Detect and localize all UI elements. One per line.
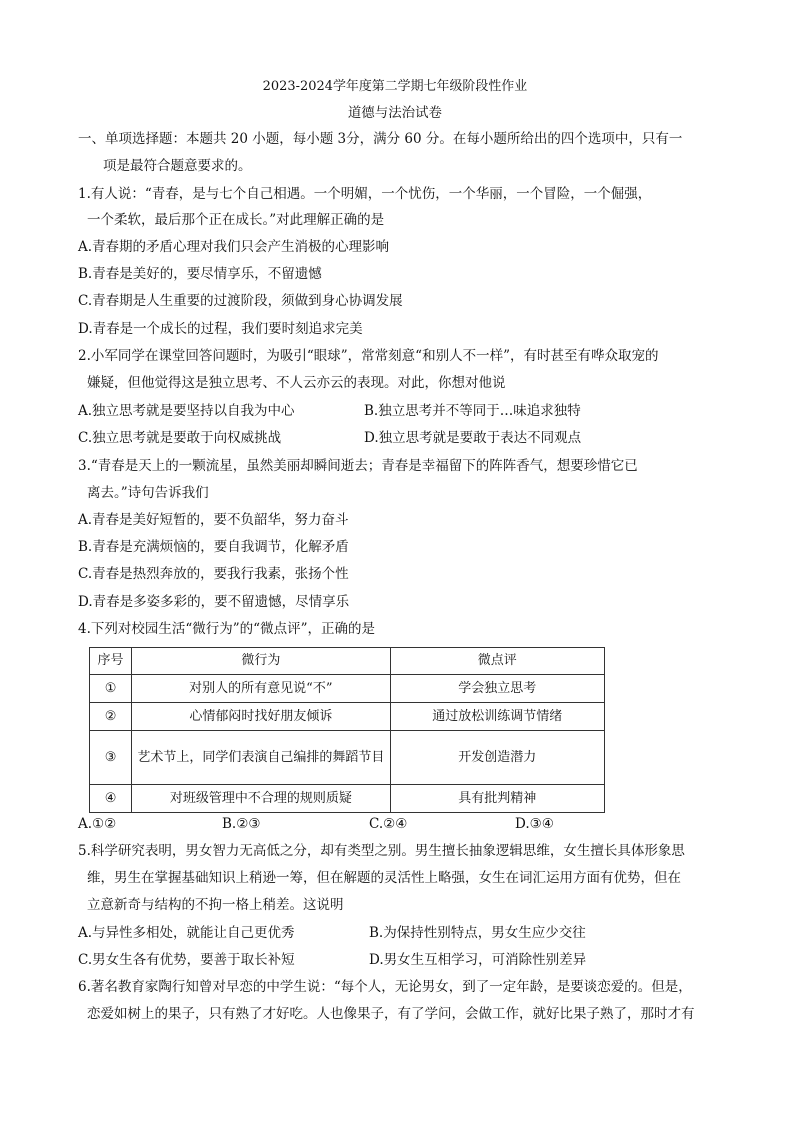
table-row [90, 675, 605, 703]
row-behavior: 对别人的所有意见说“不” [132, 675, 391, 703]
q1-option-a: A.青春期的矛盾心理对我们只会产生消极的心理影响 [78, 239, 390, 255]
q6-stem-cont: 恋爱如树上的果子，只有熟了才好吃。人也像果子，有了学问，会做工作，就好比果子熟了，那时才有 [87, 1006, 695, 1022]
row-behavior: 心情郁闷时找好朋友倾诉 [132, 703, 391, 731]
q4-table [89, 647, 605, 813]
section-instruction: 一、单项选择题：本题共 20 小题，每小题 3分，满分 60 分。在每小题所给出的四个选项中，只有一 [78, 131, 683, 147]
q5-option-c: C.男女生各有优势，要善于取长补短 [78, 952, 295, 968]
q4-option-c: C.②④ [369, 816, 408, 832]
paper-subtitle: 道德与法治试卷 [347, 105, 442, 121]
table-row [90, 731, 605, 785]
q1-option-c: C.青春期是人生重要的过渡阶段，须做到身心协调发展 [78, 293, 403, 309]
row-behavior: 对班级管理中不合理的规则质疑 [132, 785, 391, 813]
q3-option-c: C.青春是热烈奔放的，要我行我素，张扬个性 [78, 566, 349, 582]
row-comment: 具有批判精神 [390, 785, 604, 813]
q2-option-b: B.独立思考并不等同于…味追求独特 [364, 403, 581, 419]
q3-option-a: A.青春是美好短暂的，要不负韶华，努力奋斗 [78, 512, 349, 528]
q2-option-d: D.独立思考就是要敢于表达不同观点 [364, 430, 582, 446]
row-behavior: 艺术节上，同学们表演自己编排的舞蹈节目 [132, 731, 391, 785]
table-header-behavior: 微行为 [132, 648, 391, 675]
q5-stem: 5.科学研究表明，男女智力无高低之分，却有类型之别。男生擅长抽象逻辑思维，女生擅长具体形象思 [78, 843, 685, 859]
q1-option-b: B.青春是美好的，要尽情享乐，不留遗憾 [78, 266, 322, 282]
row-comment: 通过放松训练调节情绪 [390, 703, 604, 731]
q5-option-b: B.为保持性别特点，男女生应少交往 [369, 925, 586, 941]
q3-option-d: D.青春是多姿多彩的，要不留遗憾，尽情享乐 [78, 594, 350, 610]
table-header-comment: 微点评 [390, 648, 604, 675]
q3-stem: 3.“青春是天上的一颗流星，虽然美丽却瞬间逝去；青春是幸福留下的阵阵香气，想要珍惜它已 [78, 458, 638, 474]
section-instruction-cont: 项是最符合题意要求的。 [103, 158, 252, 174]
table-row [90, 703, 605, 731]
q2-stem-cont: 嫌疑，但他觉得这是独立思考、不人云亦云的表现。对此，你想对他说 [87, 375, 506, 391]
q1-stem-cont: 一个柔软，最后那个正在成长。”对此理解正确的是 [87, 212, 385, 228]
row-index: ② [90, 703, 132, 731]
row-index: ④ [90, 785, 132, 813]
q2-stem: 2.小军同学在课堂回答问题时，为吸引“眼球”，常常刻意“和别人不一样”，有时甚至有哗众取宠的 [78, 348, 659, 364]
row-index: ① [90, 675, 132, 703]
q5-stem-cont-2: 立意新奇与结构的不拘一格上稍差。这说明 [87, 897, 344, 913]
q2-option-a: A.独立思考就是要坚持以自我为中心 [78, 403, 295, 419]
q4-option-b: B.②③ [222, 816, 261, 832]
q3-option-b: B.青春是充满烦恼的，要自我调节，化解矛盾 [78, 539, 349, 555]
table-header-index: 序号 [90, 648, 132, 675]
paper-title: 2023-2024学年度第二学期七年级阶段性作业 [262, 79, 528, 94]
q6-stem: 6.著名教育家陶行知曾对早恋的中学生说：“每个人，无论男女，到了一定年龄，是要谈恋爱的。但是， [78, 979, 692, 995]
row-comment: 学会独立思考 [390, 675, 604, 703]
row-index: ③ [90, 731, 132, 785]
q1-option-d: D.青春是一个成长的过程，我们要时刻追求完美 [78, 321, 363, 337]
q4-stem: 4.下列对校园生活“微行为”的“微点评”，正确的是 [78, 621, 375, 637]
q5-option-d: D.男女生互相学习，可消除性别差异 [369, 952, 587, 968]
q3-stem-cont: 离去。”诗句告诉我们 [87, 485, 209, 501]
table-row [90, 785, 605, 813]
q2-option-c: C.独立思考就是要敢于向权威挑战 [78, 430, 282, 446]
q4-option-a: A.①② [78, 816, 117, 832]
q5-option-a: A.与异性多相处，就能让自己更优秀 [78, 925, 295, 941]
row-comment: 开发创造潜力 [390, 731, 604, 785]
q1-stem: 1.有人说：“青春，是与七个自己相遇。一个明媚，一个忧伤，一个华丽，一个冒险，一个倔强， [78, 186, 652, 202]
q4-option-d: D.③④ [515, 816, 554, 832]
q5-stem-cont: 维，男生在掌握基础知识上稍逊一筹，但在解题的灵活性上略强，女生在词汇运用方面有优势，但在 [87, 870, 681, 886]
